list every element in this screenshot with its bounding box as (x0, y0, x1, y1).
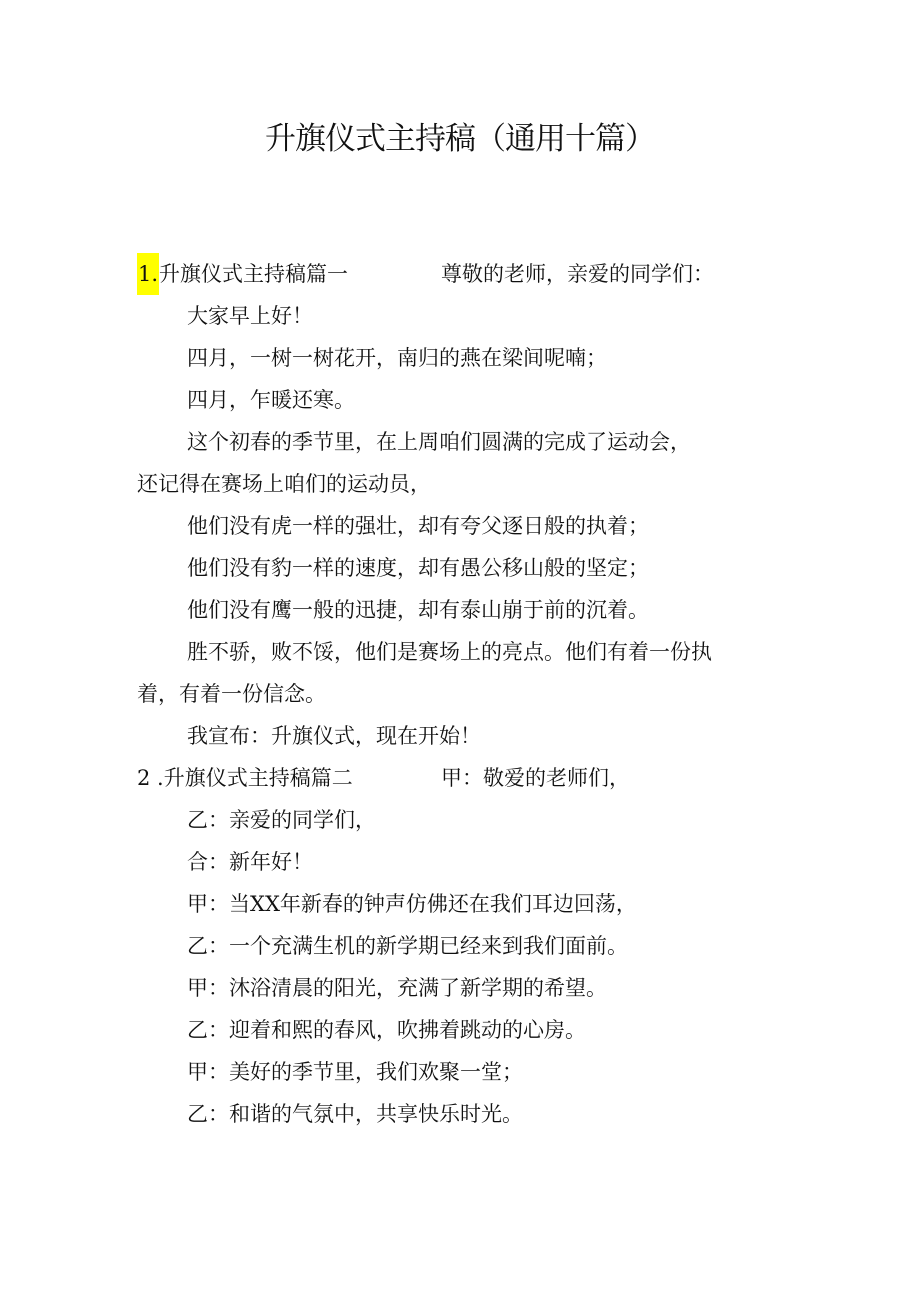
section2-number: 2 (137, 766, 151, 790)
paragraph-line: 甲：当XX年新春的钟声仿佛还在我们耳边回荡， (187, 892, 637, 916)
paragraph-line: 四月，一树一树花开，南归的燕在梁间呢喃； (187, 346, 607, 370)
document-title: 升旗仪式主持稿（通用十篇） (265, 121, 655, 157)
paragraph-line: 胜不骄，败不馁，他们是赛场上的亮点。他们有着一份执 (187, 640, 712, 664)
paragraph-line: 甲：美好的季节里，我们欢聚一堂； (187, 1060, 523, 1084)
paragraph-line: 乙：亲爱的同学们， (187, 808, 376, 832)
paragraph-line: 乙：迎着和熙的春风，吹拂着跳动的心房。 (187, 1018, 586, 1042)
paragraph-line: 四月，乍暖还寒。 (187, 388, 355, 412)
paragraph-line: 甲：沐浴清晨的阳光，充满了新学期的希望。 (187, 976, 607, 1000)
paragraph-line: 还记得在赛场上咱们的运动员， (137, 472, 431, 496)
section2-heading: .升旗仪式主持稿篇二 (150, 766, 353, 790)
section2-greeting: 甲：敬爱的老师们， (441, 766, 630, 790)
paragraph-line: 他们没有虎一样的强壮，却有夸父逐日般的执着； (187, 514, 649, 538)
document-body (137, 253, 797, 1135)
paragraph-line: 这个初春的季节里，在上周咱们圆满的完成了运动会， (187, 430, 691, 454)
paragraph-line: 乙：一个充满生机的新学期已经来到我们面前。 (187, 934, 628, 958)
paragraph-line: 合：新年好！ (187, 850, 313, 874)
paragraph-line: 他们没有豹一样的速度，却有愚公移山般的坚定； (187, 556, 649, 580)
section2-heading-line (137, 757, 797, 799)
section1-number-highlight: 1. (137, 253, 159, 295)
paragraph-line: 我宣布：升旗仪式，现在开始！ (187, 724, 481, 748)
paragraph-line: 大家早上好！ (187, 304, 313, 328)
paragraph-line: 他们没有鹰一般的迅捷，却有泰山崩于前的沉着。 (187, 598, 649, 622)
section1-greeting: 尊敬的老师，亲爱的同学们： (441, 262, 714, 286)
section1-heading: 升旗仪式主持稿篇一 (159, 262, 349, 286)
paragraph-line: 乙：和谐的气氛中，共享快乐时光。 (187, 1102, 523, 1126)
section1-heading-line (137, 253, 797, 295)
paragraph-line: 着，有着一份信念。 (137, 682, 326, 706)
